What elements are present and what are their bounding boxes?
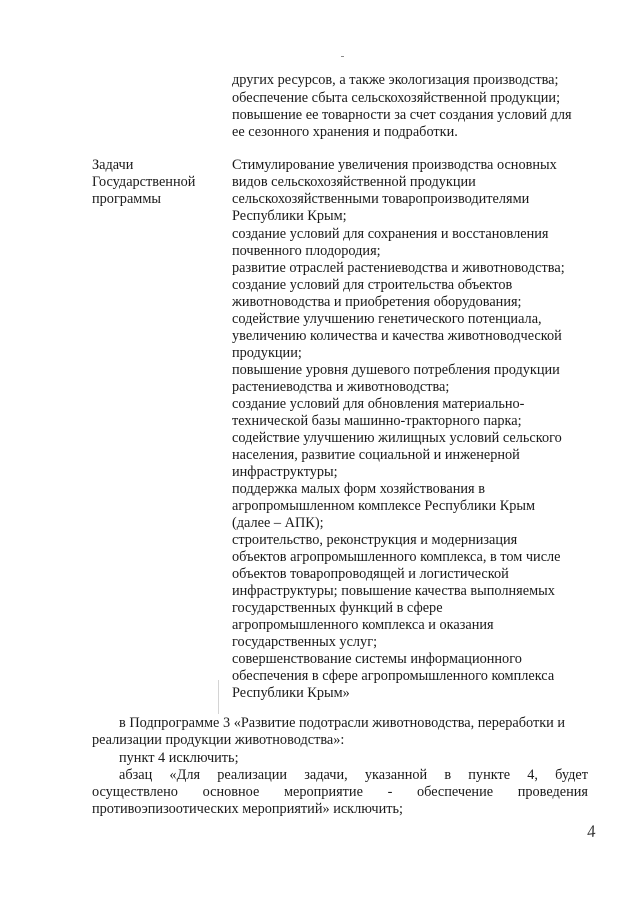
task-line: населения, развитие социальной и инженерной (232, 447, 520, 463)
tasks-label-line: Государственной (92, 174, 196, 190)
task-line: содействие улучшению генетического потенциала, (232, 311, 542, 327)
handwritten-page-number: 4 (585, 821, 597, 842)
task-line: повышение уровня душевого потребления продукции (232, 362, 560, 378)
task-line: совершенствование системы информационного (232, 651, 522, 667)
task-line: Республики Крым; (232, 208, 347, 224)
paragraph-excluded-line: противоэпизоотических мероприятий» исключить; (92, 801, 403, 817)
column-divider (218, 680, 219, 714)
continuation-line: обеспечение сбыта сельскохозяйственной продукции; (232, 90, 561, 106)
task-line: технической базы машинно-тракторного парка; (232, 413, 522, 429)
task-line: создание условий для сохранения и восстановления (232, 226, 549, 242)
tasks-label-line: Задачи (92, 157, 134, 173)
task-line: Стимулирование увеличения производства основных (232, 157, 557, 173)
task-line: создание условий для строительства объектов (232, 277, 513, 293)
task-line: инфраструктуры; (232, 464, 338, 480)
task-line: (далее – АПК); (232, 515, 324, 531)
task-line: содействие улучшению жилищных условий сельского (232, 430, 562, 446)
subprogram-amendment-line: в Подпрограмме 3 «Развитие подотрасли животноводства, переработки и (119, 715, 566, 731)
task-line: поддержка малых форм хозяйствования в (232, 481, 485, 497)
tasks-label-line: программы (92, 191, 162, 207)
continuation-line: повышение ее товарности за счет создания условий для (232, 107, 572, 123)
task-line: обеспечения в сфере агропромышленного комплекса (232, 668, 555, 684)
task-line: инфраструктуры; повышение качества выполняемых (232, 583, 555, 599)
task-line: развитие отраслей растениеводства и животноводства; (232, 260, 565, 276)
item-excluded-line: пункт 4 исключить; (119, 750, 239, 766)
subprogram-amendment-line: реализации продукции животноводства»: (92, 732, 345, 748)
task-line: объектов агропромышленного комплекса, в том числе (232, 549, 561, 565)
paragraph-excluded-line: осуществлено основное мероприятие - обеспечение проведения (92, 784, 588, 800)
task-line: строительство, реконструкция и модернизация (232, 532, 518, 548)
task-line: создание условий для обновления материально- (232, 396, 525, 412)
task-line: увеличению количества и качества животноводческой (232, 328, 562, 344)
continuation-line: других ресурсов, а также экологизация производства; (232, 72, 559, 88)
task-line: государственных функций в сфере (232, 600, 443, 616)
task-line: растениеводства и животноводства; (232, 379, 450, 395)
task-line: объектов товаропроводящей и логистической (232, 566, 509, 582)
task-line: Республики Крым» (232, 685, 350, 701)
task-line: государственных услуг; (232, 634, 378, 650)
task-line: животноводства и приобретения оборудования; (232, 294, 522, 310)
continuation-line: ее сезонного хранения и подработки. (232, 124, 458, 140)
task-line: сельскохозяйственными товаропроизводителями (232, 191, 530, 207)
task-line: продукции; (232, 345, 302, 361)
task-line: почвенного плодородия; (232, 243, 381, 259)
paragraph-excluded-line: абзац «Для реализации задачи, указанной в пункте 4, будет (119, 767, 588, 783)
task-line: агропромышленного комплекса и оказания (232, 617, 494, 633)
top-page-mark (341, 56, 344, 57)
task-line: агропромышленном комплексе Республики Крым (232, 498, 536, 514)
task-line: видов сельскохозяйственной продукции (232, 174, 476, 190)
